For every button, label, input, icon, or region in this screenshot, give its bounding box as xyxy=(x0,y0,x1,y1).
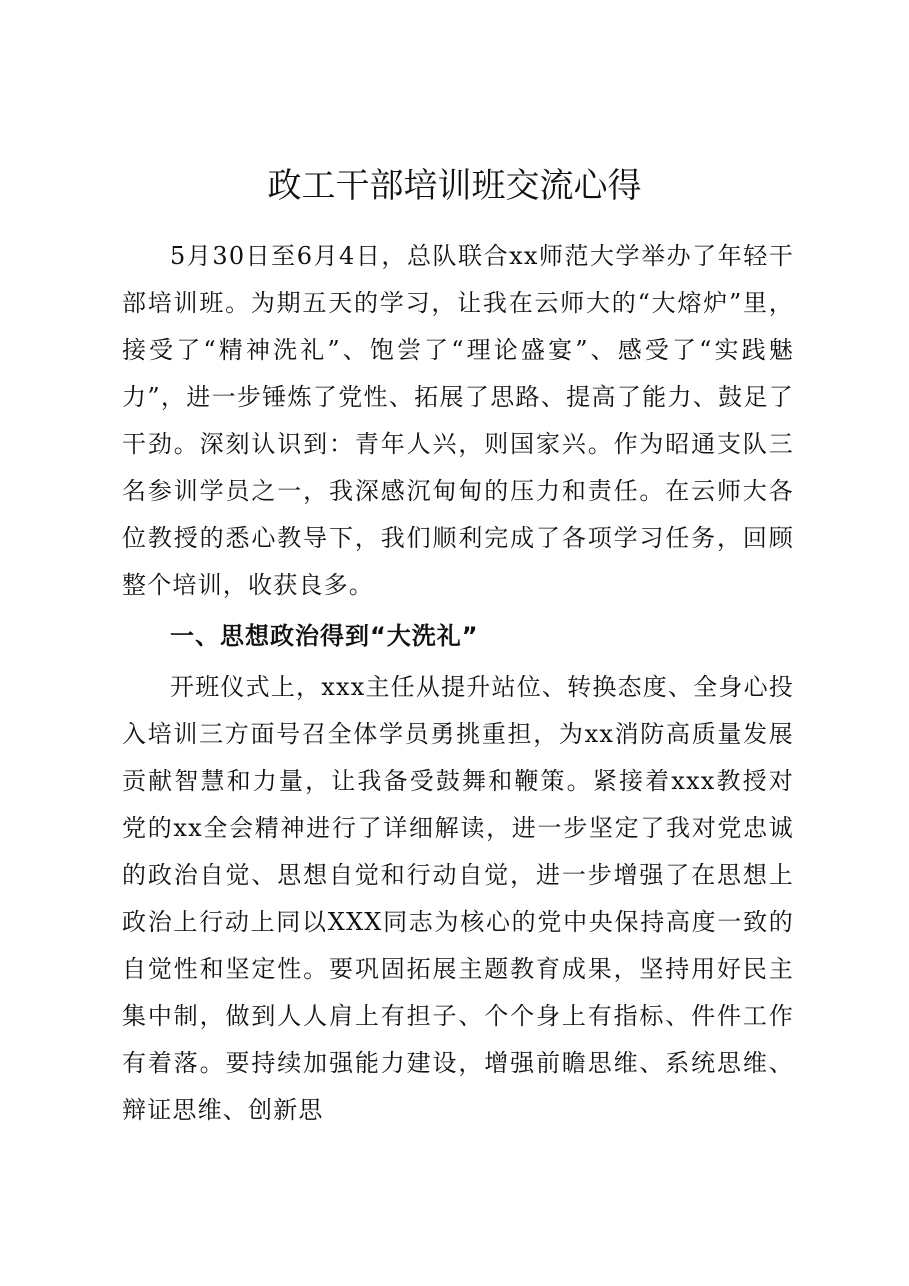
document-title: 政工干部培训班交流心得 xyxy=(267,166,642,206)
paragraph-intro: 5月30日至6月4日，总队联合xx师范大学举办了年轻干部培训班。为期五天的学习，让我在云师大的“大熔炉”里，接受了“精神洗礼”、饱尝了“理论盛宴”、感受了“实践魅力”，进一步锤炼了党性、拓展了思路、提高了能力、鼓足了干劲。深刻认识到：青年人兴，则国家兴。作为昭通支队三名参训学员之一，我深感沉甸甸的压力和责任。在云师大各位教授的悉心教导下，我们顺利完成了各项学习任务，回顾整个培训，收获良多。 xyxy=(122,242,794,599)
section-heading-1: 一、思想政治得到“大洗礼” xyxy=(170,622,479,650)
paragraph-section-1: 开班仪式上，xxx主任从提升站位、转换态度、全身心投入培训三方面号召全体学员勇挑重担，为xx消防高质量发展贡献智慧和力量，让我备受鼓舞和鞭策。紧接着xxx教授对党的xx全会精神进行了详细解读，进一步坚定了我对党忠诚的政治自觉、思想自觉和行动自觉，进一步增强了在思想上政治上行动上同以XXX同志为核心的党中央保持高度一致的自觉性和坚定性。要巩固拓展主题教育成果，坚持用好民主集中制，做到人人肩上有担子、个个身上有指标、件件工作有着落。要持续加强能力建设，增强前瞻思维、系统思维、辩证思维、创新思 xyxy=(122,673,794,1124)
